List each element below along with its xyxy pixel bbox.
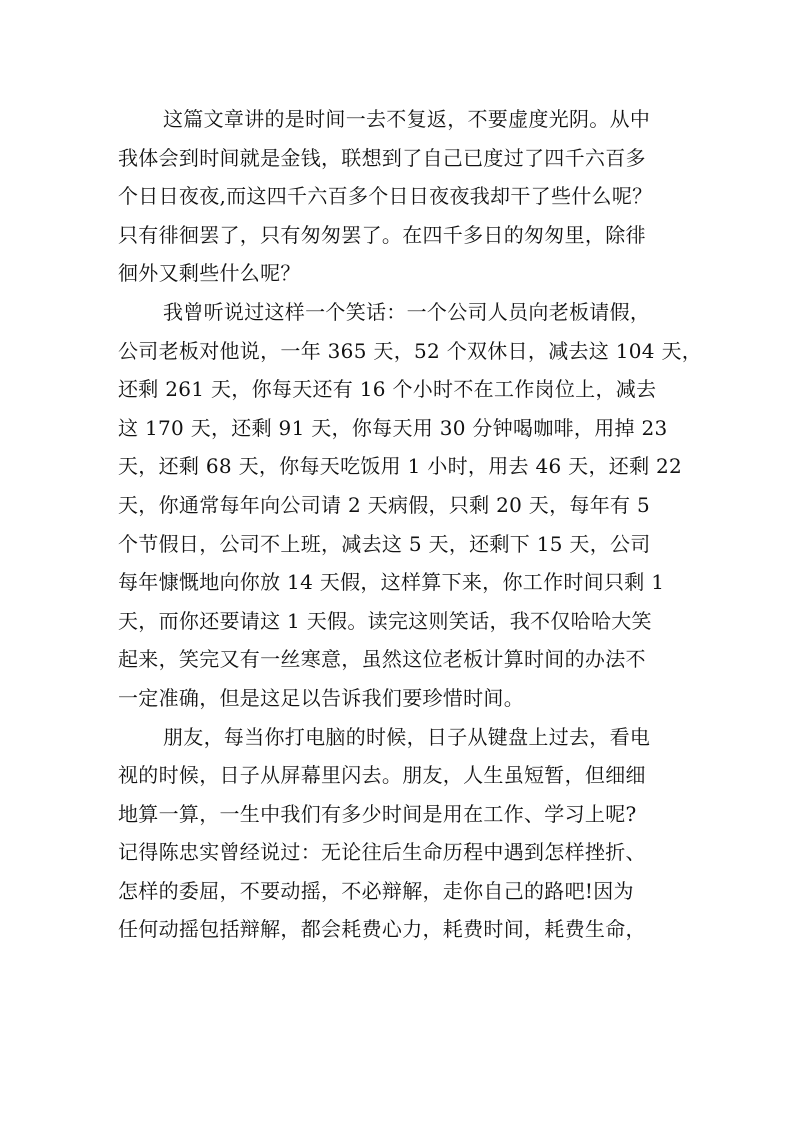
text-line: 一定准确，但是这足以告诉我们要珍惜时间。 [118,685,524,710]
text-line: 朋友，每当你打电脑的时候，日子从键盘上过去，看电 [163,724,651,749]
text-line: 这 170 天，还剩 91 天，你每天用 30 分钟喝咖啡，用掉 23 [118,415,668,440]
text-line: 起来，笑完又有一丝寒意，虽然这位老板计算时间的办法不 [118,647,646,672]
text-line: 怎样的委屈，不要动摇，不必辩解，走你自己的路吧!因为 [118,878,634,903]
text-line: 记得陈忠实曾经说过：无论往后生命历程中遇到怎样挫折、 [118,840,646,865]
text-line: 我曾听说过这样一个笑话：一个公司人员向老板请假， [163,299,651,324]
text-line: 个节假日，公司不上班，减去这 5 天，还剩下 15 天，公司 [118,531,651,556]
text-line: 个日日夜夜,而这四千六百多个日日夜夜我却干了些什么呢？ [118,184,653,209]
text-line: 徊外又剩些什么呢？ [118,261,301,286]
text-line: 还剩 261 天，你每天还有 16 个小时不在工作岗位上，减去 [118,377,657,402]
text-line: 任何动摇包括辩解，都会耗费心力，耗费时间，耗费生命， [118,917,646,942]
text-line: 这篇文章讲的是时间一去不复返，不要虚度光阴。从中 [163,107,651,131]
text-line: 每年慷慨地向你放 14 天假，这样算下来，你工作时间只剩 1 [118,570,665,595]
document-body [118,100,703,949]
text-line: 天，而你还要请这 1 天假。读完这则笑话，我不仅哈哈大笑 [118,608,652,633]
text-line: 只有徘徊罢了，只有匆匆罢了。在四千多日的匆匆里，除徘 [118,222,646,247]
text-line: 地算一算，一生中我们有多少时间是用在工作、学习上呢? [118,801,637,826]
text-line: 视的时候，日子从屏幕里闪去。朋友，人生虽短暂，但细细 [118,763,646,788]
text-line: 公司老板对他说，一年 365 天，52 个双休日，减去这 104 天， [118,338,703,363]
text-line: 天，还剩 68 天，你每天吃饭用 1 小时，用去 46 天，还剩 22 [118,454,683,479]
text-line: 天，你通常每年向公司请 2 天病假，只剩 20 天，每年有 5 [118,492,650,517]
text-line: 我体会到时间就是金钱，联想到了自己已度过了四千六百多 [118,145,646,170]
